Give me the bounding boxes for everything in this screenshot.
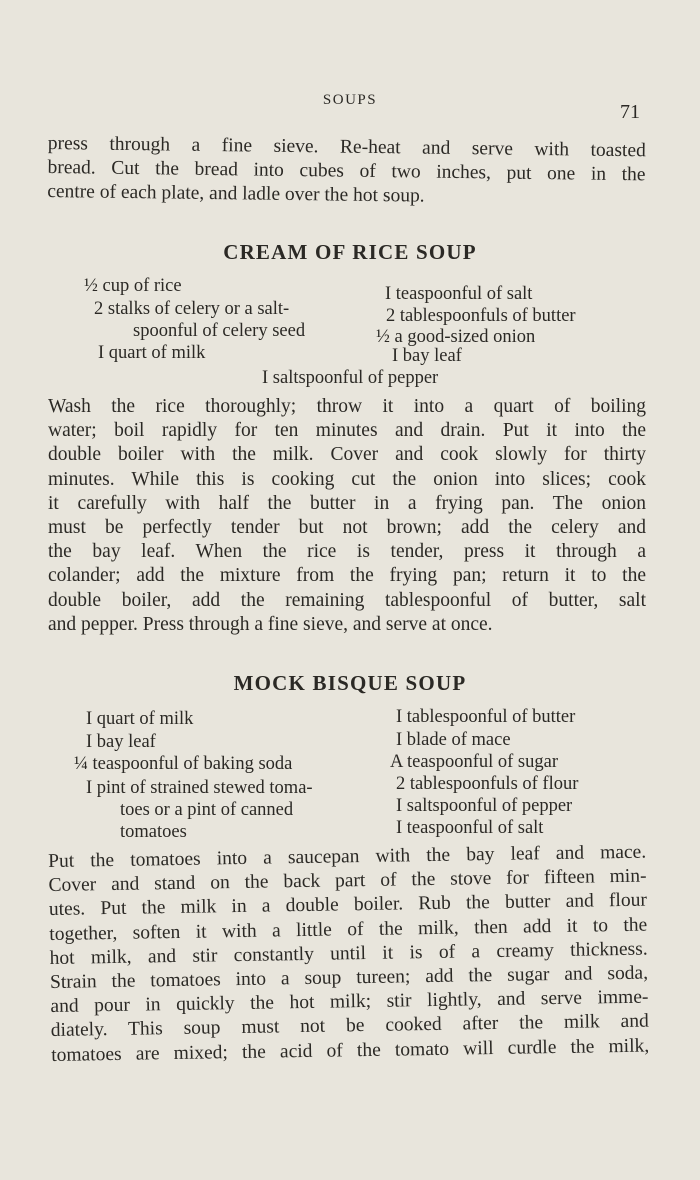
text-line: minutes. While this is cooking cut the onion into slices; cook: [48, 468, 646, 490]
text-line: together, soften it with a little of the milk, then add it to the: [49, 914, 648, 945]
text-line: and pepper. Press through a fine sieve, and serve at once.: [48, 613, 493, 635]
text-line: utes. Put the milk in a double boiler. Rub the butter and flour: [48, 890, 648, 921]
page-number: 71: [620, 101, 640, 123]
ingredient: toes or a pint of canned: [120, 800, 294, 820]
text-line: double boiler, add the remaining tablespoonful of butter, salt: [48, 589, 646, 611]
text-line: Put the tomatoes into a saucepan with the bay leaf and mace.: [48, 841, 647, 872]
method-mock-bisque: [48, 841, 649, 1068]
text-line: press through a fine sieve. Re-heat and serve with toasted: [47, 132, 646, 162]
text-line: the bay leaf. When the rice is tender, press it through a: [48, 541, 646, 563]
ingredient: I tablespoonful of butter: [396, 707, 576, 727]
method-cream-of-rice: [48, 395, 646, 637]
ingredient: I bay leaf: [392, 346, 462, 366]
recipe-title-mock-bisque: MOCK BISQUE SOUP: [233, 671, 467, 695]
text-line: Wash the rice thoroughly; throw it into a quart of boiling: [48, 396, 646, 417]
text-line: hot milk, and stir constantly until it is of a creamy thickness.: [49, 938, 648, 969]
text-line: and pour in quickly the hot milk; stir lightly, and serve imme-: [50, 986, 649, 1018]
ingredient: ¼ teaspoonful of baking soda: [74, 754, 293, 774]
ingredient: I quart of milk: [98, 343, 206, 363]
text-line: bread. Cut the bread into cubes of two inches, put one in the: [47, 157, 646, 186]
text-line: double boiler with the milk. Cover and cook slowly for thirty: [48, 444, 646, 466]
ingredient: ½ a good-sized onion: [376, 327, 536, 347]
running-head: SOUPS: [322, 92, 378, 108]
ingredient: I pint of strained stewed toma-: [86, 778, 313, 798]
ingredient: 2 tablespoonfuls of butter: [386, 306, 576, 326]
text-line: Strain the tomatoes into a soup tureen; add the sugar and soda,: [49, 962, 649, 993]
ingredient: I quart of milk: [86, 709, 194, 729]
ingredient: I teaspoonful of salt: [385, 284, 533, 304]
text-line: must be perfectly tender but not brown; add the celery and: [48, 517, 646, 539]
ingredient: I teaspoonful of salt: [396, 818, 544, 838]
ingredient: 2 stalks of celery or a salt-: [94, 299, 290, 319]
ingredient: I bay leaf: [86, 732, 156, 752]
ingredient: I saltspoonful of pepper: [262, 368, 439, 388]
recipe-title-cream-of-rice: CREAM OF RICE SOUP: [223, 240, 477, 264]
text-line: Cover and stand on the back part of the stove for fifteen min-: [48, 865, 647, 897]
text-line: colander; add the mixture from the frying pan; return it to the: [48, 565, 646, 587]
intro-paragraph: [47, 132, 646, 212]
ingredient: ½ cup of rice: [84, 276, 182, 296]
ingredient: A teaspoonful of sugar: [390, 752, 559, 772]
text-line: diately. This soup must not be cooked after the milk and: [50, 1011, 649, 1042]
text-line: tomatoes are mixed; the acid of the tomato will curdle the milk,: [51, 1035, 650, 1066]
text-line: centre of each plate, and ladle over the hot soup.: [47, 181, 425, 208]
ingredient: tomatoes: [120, 822, 187, 842]
ingredient: spoonful of celery seed: [133, 321, 306, 341]
ingredient: I saltspoonful of pepper: [396, 796, 573, 816]
ingredient: I blade of mace: [396, 730, 511, 750]
text-line: it carefully with half the butter in a frying pan. The onion: [48, 492, 646, 514]
ingredient: 2 tablespoonfuls of flour: [396, 774, 579, 794]
text-line: water; boil rapidly for ten minutes and drain. Put it into the: [48, 420, 646, 442]
